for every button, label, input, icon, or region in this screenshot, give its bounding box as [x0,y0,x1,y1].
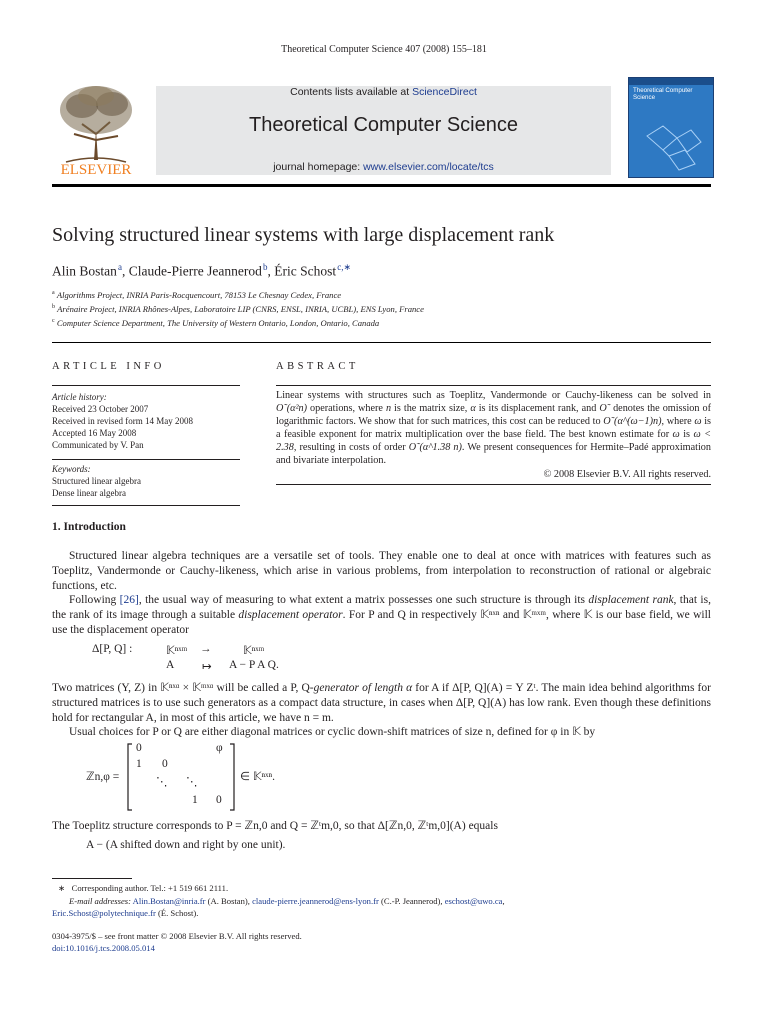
history-item: Received in revised form 14 May 2008 [52,416,193,426]
intro-paragraph-3: Two matrices (Y, Z) in 𝕂ⁿˣᵅ × 𝕂ᵐˣᵅ will be called a P, Q-generator of length α for A if Δ[P, Q](A) = Y Zᵗ. The main idea behind algorithms for structured matrices is to use such generators as a compact data structure, in cases when Δ[P, Q](A) has low rank. Even though these definitions hold for rectangular A, in most of this article, we have n = m. [52,682,711,724]
keyword: Structured linear algebra [52,476,141,486]
affiliation: $^c$ Computer Science Department, The University of Western Ontario, London, Ontario, Canada [52,318,380,328]
matrix-cell: 1 [136,758,142,770]
intro-paragraph-5: The Toeplitz structure corresponds to P = ℤn,0 and Q = ℤᵗm,0, so that Δ[ℤn,0, ℤᵗm,0](A) equals [52,820,498,832]
matrix-equation [82,742,322,812]
elsevier-logo [52,78,140,176]
affiliation: $^a$ Algorithms Project, INRIA Paris-Rocquencourt, 78153 Le Chesnay Cedex, France [52,290,342,300]
history-label: Article history: [52,392,107,402]
article-info-heading: ARTICLE INFO [52,361,165,372]
author-name: Alin Bostan [52,263,117,279]
article-info-end-rule [52,505,240,506]
keywords-rule [52,459,240,460]
display-equation-1-lhs: Δ[P, Q] : [92,643,133,655]
author-name: Éric Schost [274,263,337,279]
matrix-cell: φ [216,742,223,754]
display-equation-1-codomain: 𝕂ⁿˣᵐ [243,645,265,657]
corresponding-author-note: ∗ Corresponding author. Tel.: +1 519 661 2111. [58,883,229,893]
affiliation: $^b$ Arénaire Project, INRIA Rhônes-Alpes, Laboratoire LIP (CNRS, ENSL, INRIA, UCBL), ENS Lyon, France [52,304,424,314]
email-link[interactable]: claude-pierre.jeannerod@ens-lyon.fr [252,896,379,906]
keywords-block [52,463,240,499]
display-equation-1-domain: 𝕂ⁿˣᵐ [166,645,188,657]
abstract-heading: ABSTRACT [276,361,359,372]
sciencedirect-link[interactable]: ScienceDirect [412,86,477,98]
homepage-line [156,161,611,173]
author-list: Alin Bostan $^a$, Claude-Pierre Jeannerod $^b$, Éric Schost $^{c,∗}$ [52,262,352,279]
contents-prefix: Contents lists available at [290,86,413,98]
article-history [52,391,240,451]
intro-paragraph-4: Usual choices for P or Q are either diagonal matrices or cyclic down-shift matrices of size n, defined for φ in 𝕂 by [69,726,596,738]
intro-paragraph-2: Following [26], the usual way of measuring to what extent a matrix possesses one such structure is through its displacement rank, that is, the rank of its image through a suitable displacement operator. For P and Q in respectively 𝕂ⁿˣⁿ and 𝕂ᵐˣᵐ, where 𝕂 is our base field, we will use the displacement operator [52,594,712,636]
author-affil-mark[interactable]: c,∗ [337,262,352,272]
elsevier-wordmark: ELSEVIER [60,162,132,176]
front-matter-note: 0304-3975/$ – see front matter © 2008 Elsevier B.V. All rights reserved. [52,931,302,941]
matrix-cell: ⋱ [156,776,168,788]
author-name: Claude-Pierre Jeannerod [128,263,262,279]
keyword: Dense linear algebra [52,488,126,498]
intro-paragraph-1: Structured linear algebra techniques are a versatile set of tools. They enable one to deal at once with matrices with features such as Toeplitz, Vandermonde or Cauchy-likeness, which arise in various problems, from interpolation to reconstruction of rational or algebraic functions, etc. [52,550,711,592]
history-item: Communicated by V. Pan [52,440,144,450]
footnote-rule [52,878,132,879]
running-head: Theoretical Computer Science 407 (2008) 155–181 [281,44,487,55]
matrix-cell: 0 [216,794,222,806]
abstract-rule [276,385,711,386]
abstract-text: Linear systems with structures such as Toeplitz, Vandermonde or Cauchy-likeness can be solved in O˜(α²n) operations, where n is the matrix size, α is its displacement rank, and O˜ denotes the omission of logarithmic factors. We show that for such matrices, this cost can be reduced to O˜(α^(ω−1)n), where ω is a feasible exponent for matrix multiplication over the base field. The best known estimate for ω is ω < 2.38, resulting in costs of order O˜(α^1.38 n). We present consequences for Hermite–Padé approximation and bivariate interpolation. [276,390,712,466]
display-equation-1-mapsto: ↦ [202,661,212,673]
author-affil-mark[interactable]: a [118,262,123,272]
section-heading-introduction: 1. Introduction [52,521,126,533]
cover-graphic [629,78,713,177]
corresponding-mark: ∗ [58,883,66,893]
email-link[interactable]: eschost@uwo.ca [444,896,503,906]
matrix-cell: 1 [192,794,198,806]
email-addresses-continued: Eric.Schost@polytechnique.fr (É. Schost). [52,908,199,918]
matrix-cell: 0 [136,742,142,754]
contents-line [156,86,611,98]
matrix-cell: 0 [162,758,168,770]
email-link[interactable]: Alin.Bostan@inria.fr [132,896,206,906]
history-item: Accepted 16 May 2008 [52,428,137,438]
cover-title: Theoretical Computer Science [633,87,693,101]
email-link[interactable]: Eric.Schost@polytechnique.fr [52,908,156,918]
keywords-label: Keywords: [52,464,91,474]
display-equation-2: A − (A shifted down and right by one unit). [86,839,286,851]
history-item: Received 23 October 2007 [52,404,149,414]
author-affil-mark[interactable]: b [263,262,268,272]
matrix-cell: ⋱ [186,776,198,788]
matrix-rhs: ∈ 𝕂ⁿˣⁿ. [240,771,275,783]
homepage-prefix: journal homepage: [273,161,364,173]
display-equation-1-image: A − P A Q. [229,659,279,671]
display-equation-1-arrow: → [200,643,212,655]
display-equation-1-arg: A [166,659,175,671]
paper-title: Solving structured linear systems with large displacement rank [52,224,555,246]
journal-homepage-link[interactable]: www.elsevier.com/locate/tcs [363,161,494,173]
email-addresses: E-mail addresses: Alin.Bostan@inria.fr (A. Bostan), claude-pierre.jeannerod@ens-lyon.fr (C.-P. Jeannerod), eschost@uwo.ca, [69,896,505,906]
journal-title: Theoretical Computer Science [248,114,518,136]
citation-link[interactable]: [26] [119,594,139,606]
doi-link[interactable]: doi:10.1016/j.tcs.2008.05.014 [52,943,155,953]
abstract-end-rule [276,484,711,485]
matrix-lhs: ℤn,φ = [86,771,120,783]
article-info-rule [52,385,240,386]
journal-cover-thumbnail[interactable] [628,77,714,178]
masthead-rule [52,184,711,187]
abstract-copyright: © 2008 Elsevier B.V. All rights reserved. [543,469,711,480]
header-rule [52,342,711,343]
